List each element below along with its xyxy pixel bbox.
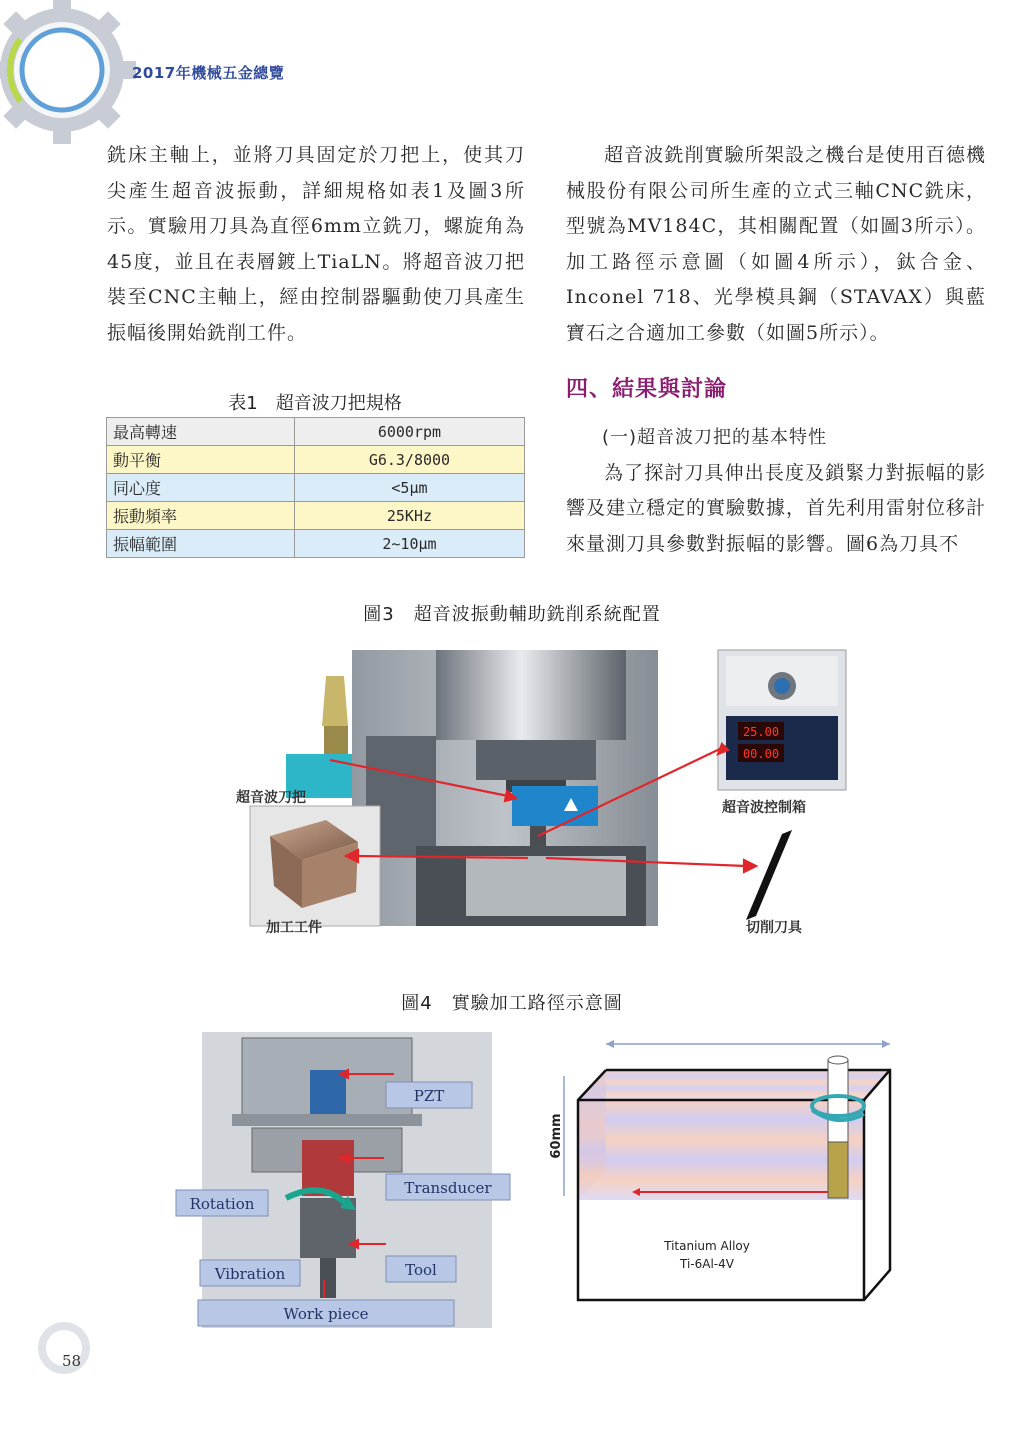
fig3-label-controller: 超音波控制箱: [722, 800, 806, 816]
fig4-label-workpiece: Work piece: [283, 1305, 369, 1323]
table-row: [107, 530, 525, 558]
table-cell-value: G6.3/8000: [294, 446, 524, 474]
figure3-caption: 圖3 超音波振動輔助銑削系統配置: [363, 604, 661, 625]
fig3-label-holder: 超音波刀把: [236, 790, 306, 806]
right-paragraph: 超音波銑削實驗所架設之機台是使用百德機械股份有限公司所生產的立式三軸CNC銑床，型號為MV184C，其相關配置（如圖3所示）。加工路徑示意圖（如圖4所示），鈦合金、Inconel 718、光學模具鋼（STAVAX）與藍寶石之合適加工參數（如圖5所示）。: [566, 144, 986, 344]
table-cell-label: 振幅範圍: [107, 530, 295, 558]
figure3-photo: [226, 646, 850, 946]
fig4-material-line1: Titanium Alloy: [664, 1239, 750, 1253]
fig3-label-workpiece: 加工工件: [266, 920, 322, 936]
left-paragraph: 銑床主軸上，並將刀具固定於刀把上，使其刀尖產生超音波振動，詳細規格如表1及圖3所示。實驗用刀具為直徑6mm立銑刀，螺旋角為45度，並且在表層鍍上TiaLN。將超音波刀把裝至CNC主軸上，經由控制器驅動使刀具產生振幅後開始銑削工件。: [107, 144, 525, 344]
table-cell-label: 同心度: [107, 474, 295, 502]
running-header-title: 2017年機械五金總覽: [132, 64, 285, 82]
page-number: 58: [62, 1352, 82, 1370]
header-gear-icon: [0, 0, 140, 150]
table-cell-label: 最高轉速: [107, 418, 295, 446]
fig4-dimension-label: 60mm: [549, 1113, 564, 1159]
right-column-text-2: [566, 420, 986, 562]
fig4-label-pzt: PZT: [413, 1087, 445, 1105]
fig4-label-transducer: Transducer: [404, 1179, 492, 1197]
figure4-right-diagram: [540, 1036, 900, 1320]
controller-display-2: 00.00: [742, 747, 780, 761]
table-cell-value: 2~10μm: [294, 530, 524, 558]
fig4-label-rotation: Rotation: [189, 1195, 255, 1213]
controller-display-1: 25.00: [742, 725, 780, 739]
left-column-text: [107, 138, 525, 351]
sub-heading: (一)超音波刀把的基本特性: [602, 427, 828, 448]
right-paragraph-2: 為了探討刀具伸出長度及鎖緊力對振幅的影響及建立穩定的實驗數據，首先利用雷射位移計來量測刀具參數對振幅的影響。圖6為刀具不: [566, 461, 987, 555]
table1-caption: 表1 超音波刀把規格: [228, 393, 402, 414]
fig4-label-tool: Tool: [405, 1261, 437, 1279]
spec-table: [106, 417, 525, 558]
table-row: [107, 502, 525, 530]
fig3-label-tool: 切削刀具: [746, 920, 802, 936]
fig4-label-vibration: Vibration: [214, 1265, 286, 1283]
figure4-left-diagram: [172, 1030, 512, 1330]
table-row: [107, 446, 525, 474]
section-heading: 四、結果與討論: [566, 377, 728, 402]
table-row: [107, 474, 525, 502]
table-cell-value: <5μm: [294, 474, 524, 502]
table-cell-label: 振動頻率: [107, 502, 295, 530]
figure4-caption: 圖4 實驗加工路徑示意圖: [401, 993, 623, 1014]
fig4-material-line2: Ti-6Al-4V: [680, 1257, 734, 1271]
table-cell-label: 動平衡: [107, 446, 295, 474]
table-cell-value: 6000rpm: [294, 418, 524, 446]
right-column-text: [566, 138, 986, 351]
table-cell-value: 25KHz: [294, 502, 524, 530]
table-row: [107, 418, 525, 446]
ultrasonic-holder-shape: [512, 786, 598, 826]
